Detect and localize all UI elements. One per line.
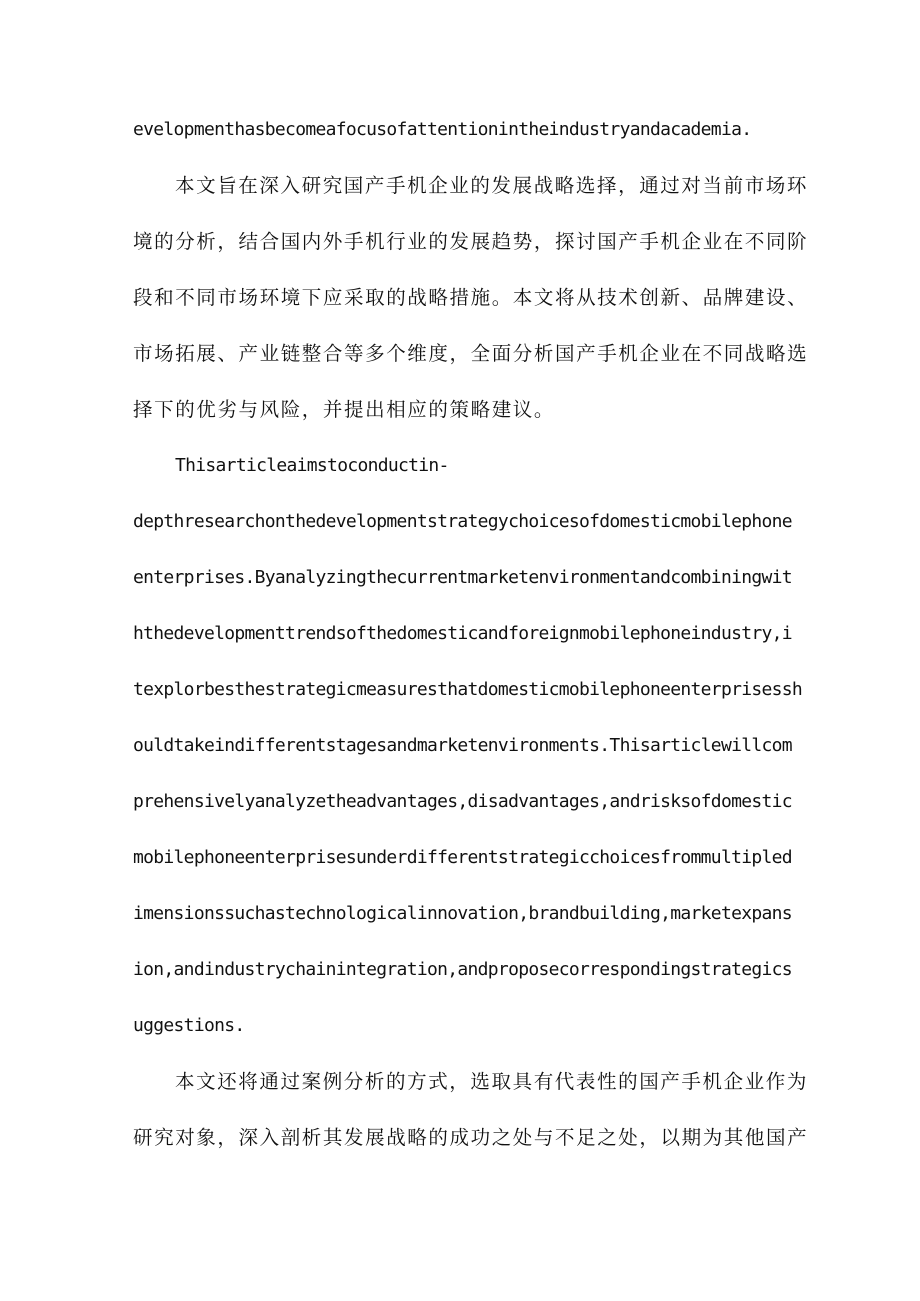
text-line: 境的分析，结合国内外手机行业的发展趋势，探讨国产手机企业在不同阶 (133, 230, 809, 253)
text-line: uggestions. (133, 1015, 245, 1036)
text-line: 择下的优劣与风险，并提出相应的策略建议。 (133, 398, 556, 421)
text-line: 段和不同市场环境下应采取的战略措施。本文将从技术创新、品牌建设、 (133, 286, 809, 309)
text-line: 研究对象，深入剖析其发展战略的成功之处与不足之处，以期为其他国产 (133, 1126, 809, 1149)
text-line: imensionssuchastechnologicalinnovation,brandbuilding,marketexpans (133, 903, 792, 924)
text-line: ion,andindustrychainintegration,andproposecorrespondingstrategics (133, 959, 792, 980)
text-line: ouldtakeindifferentstagesandmarketenvironments.Thisarticlewillcom (133, 735, 792, 756)
text-line: enterprises.Byanalyzingthecurrentmarketenvironmentandcombiningwit (133, 567, 792, 588)
text-line: hthedevelopmenttrendsofthedomesticandforeignmobilephoneindustry,i (133, 623, 792, 644)
text-line: texplorbesthestrategicmeasuresthatdomesticmobilephoneenterprisessh (133, 679, 803, 700)
text-line: depthresearchonthedevelopmentstrategychoicesofdomesticmobilephone (133, 511, 792, 532)
text-line: prehensivelyanalyzetheadvantages,disadvantages,andrisksofdomestic (133, 791, 792, 812)
text-line: Thisarticleaimstoconductin- (175, 455, 449, 476)
text-line: 本文还将通过案例分析的方式，选取具有代表性的国产手机企业作为 (175, 1070, 809, 1093)
text-line: 市场拓展、产业链整合等多个维度，全面分析国产手机企业在不同战略选 (133, 342, 809, 365)
text-line: evelopmenthasbecomeafocusofattentionintheindustryandacademia. (133, 119, 752, 140)
text-line: mobilephoneenterprisesunderdifferentstrategicchoicesfrommultipled (133, 847, 792, 868)
text-line: 本文旨在深入研究国产手机企业的发展战略选择，通过对当前市场环 (175, 174, 809, 197)
